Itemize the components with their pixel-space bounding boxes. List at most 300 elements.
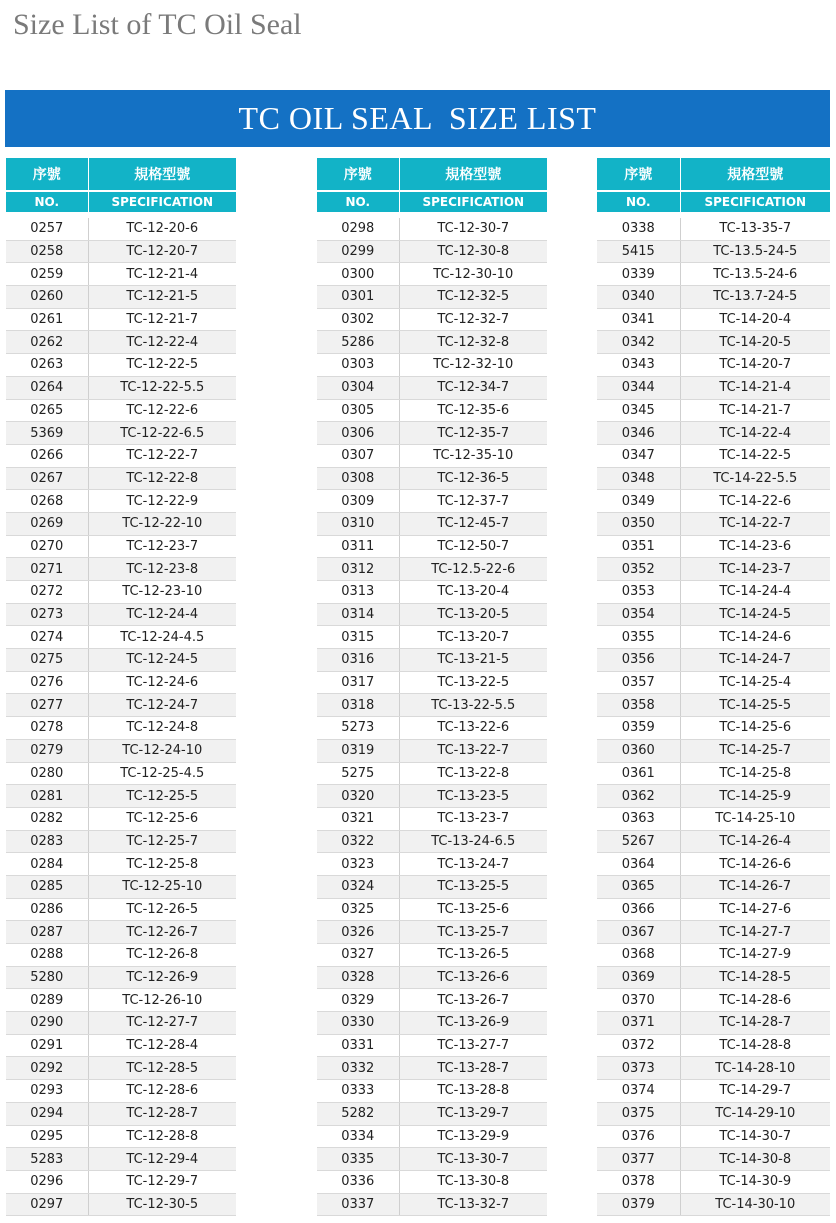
table-row [6, 830, 236, 853]
row-specification: TC-14-20-7 [680, 354, 830, 377]
row-number: 0268 [6, 490, 88, 513]
row-specification: TC-14-28-7 [680, 1012, 830, 1035]
table-row [6, 875, 236, 898]
table-row [6, 215, 236, 240]
row-specification: TC-14-25-5 [680, 694, 830, 717]
table-row [317, 626, 547, 649]
row-specification: TC-12-35-7 [399, 422, 547, 445]
row-specification: TC-14-21-7 [680, 399, 830, 422]
table-row [597, 739, 830, 762]
table-row [317, 331, 547, 354]
table-row [597, 921, 830, 944]
row-specification: TC-14-26-4 [680, 830, 830, 853]
row-specification: TC-12-25-6 [88, 807, 236, 830]
row-number: 0297 [6, 1193, 88, 1216]
row-number: 0317 [317, 671, 399, 694]
row-number: 0330 [317, 1012, 399, 1035]
table-row [597, 512, 830, 535]
row-specification: TC-12-20-7 [88, 240, 236, 263]
row-number: 0336 [317, 1170, 399, 1193]
table-row [317, 739, 547, 762]
row-number: 0346 [597, 422, 680, 445]
row-specification: TC-13-26-7 [399, 989, 547, 1012]
row-number: 0332 [317, 1057, 399, 1080]
row-specification: TC-12-20-6 [88, 215, 236, 240]
header-spec-cn: 規格型號 [680, 158, 830, 191]
table-row [6, 308, 236, 331]
row-specification: TC-12-24-5 [88, 649, 236, 672]
row-number: 0279 [6, 739, 88, 762]
table-row [317, 853, 547, 876]
table-row [597, 785, 830, 808]
row-specification: TC-12-21-4 [88, 263, 236, 286]
table-row [597, 354, 830, 377]
header-spec-en: SPECIFICATION [399, 191, 547, 215]
row-number: 0325 [317, 898, 399, 921]
table-row [317, 1193, 547, 1216]
row-specification: TC-14-26-7 [680, 875, 830, 898]
row-number: 0302 [317, 308, 399, 331]
table-row [6, 376, 236, 399]
table-row [317, 558, 547, 581]
row-specification: TC-12-22-8 [88, 467, 236, 490]
table-row [317, 694, 547, 717]
row-number: 0327 [317, 944, 399, 967]
row-number: 0281 [6, 785, 88, 808]
row-number: 0324 [317, 875, 399, 898]
size-table-column-3 [597, 158, 830, 1216]
row-number: 0374 [597, 1080, 680, 1103]
row-specification: TC-13-25-5 [399, 875, 547, 898]
table-row [6, 581, 236, 604]
table-row [597, 1125, 830, 1148]
row-number: 0304 [317, 376, 399, 399]
row-number: 0375 [597, 1102, 680, 1125]
row-specification: TC-12-26-9 [88, 966, 236, 989]
row-specification: TC-12-25-8 [88, 853, 236, 876]
row-number: 0360 [597, 739, 680, 762]
row-specification: TC-12-24-6 [88, 671, 236, 694]
row-number: 0288 [6, 944, 88, 967]
table-row [317, 376, 547, 399]
row-number: 0298 [317, 215, 399, 240]
page-title: Size List of TC Oil Seal [13, 8, 302, 41]
table-row [6, 354, 236, 377]
header-spec-cn: 規格型號 [88, 158, 236, 191]
row-number: 0339 [597, 263, 680, 286]
table-row [597, 944, 830, 967]
row-number: 0320 [317, 785, 399, 808]
table-row [317, 1080, 547, 1103]
table-row [597, 376, 830, 399]
row-number: 0266 [6, 444, 88, 467]
row-specification: TC-12-32-5 [399, 286, 547, 309]
table-row [597, 649, 830, 672]
row-number: 0305 [317, 399, 399, 422]
row-number: 0301 [317, 286, 399, 309]
row-number: 0315 [317, 626, 399, 649]
row-number: 0289 [6, 989, 88, 1012]
row-number: 5415 [597, 240, 680, 263]
header-no-cn: 序號 [317, 158, 399, 191]
row-specification: TC-12-30-10 [399, 263, 547, 286]
row-specification: TC-12-26-5 [88, 898, 236, 921]
row-number: 0287 [6, 921, 88, 944]
row-specification: TC-12-35-6 [399, 399, 547, 422]
row-number: 0306 [317, 422, 399, 445]
row-specification: TC-14-28-10 [680, 1057, 830, 1080]
row-number: 0353 [597, 581, 680, 604]
row-specification: TC-12-30-5 [88, 1193, 236, 1216]
row-specification: TC-14-30-9 [680, 1170, 830, 1193]
table-row [317, 603, 547, 626]
row-number: 0313 [317, 581, 399, 604]
row-specification: TC-13-28-7 [399, 1057, 547, 1080]
row-specification: TC-13-22-8 [399, 762, 547, 785]
table-row [597, 215, 830, 240]
size-table-column-1 [6, 158, 236, 1216]
row-number: 0342 [597, 331, 680, 354]
row-number: 0331 [317, 1034, 399, 1057]
table-row [317, 490, 547, 513]
row-specification: TC-13-29-7 [399, 1102, 547, 1125]
table-row [6, 535, 236, 558]
row-number: 0275 [6, 649, 88, 672]
row-number: 0284 [6, 853, 88, 876]
row-number: 0363 [597, 807, 680, 830]
row-number: 0343 [597, 354, 680, 377]
row-specification: TC-13-24-7 [399, 853, 547, 876]
row-number: 0270 [6, 535, 88, 558]
row-number: 0340 [597, 286, 680, 309]
row-specification: TC-13-35-7 [680, 215, 830, 240]
table-row [317, 399, 547, 422]
row-number: 0276 [6, 671, 88, 694]
table-row [317, 649, 547, 672]
row-specification: TC-14-21-4 [680, 376, 830, 399]
table-row [317, 581, 547, 604]
table-row [597, 966, 830, 989]
row-number: 0365 [597, 875, 680, 898]
header-spec-en: SPECIFICATION [88, 191, 236, 215]
row-number: 0309 [317, 490, 399, 513]
row-specification: TC-12-24-10 [88, 739, 236, 762]
row-number: 0316 [317, 649, 399, 672]
row-number: 0370 [597, 989, 680, 1012]
row-number: 0350 [597, 512, 680, 535]
table-row [6, 853, 236, 876]
row-number: 0329 [317, 989, 399, 1012]
row-specification: TC-12-45-7 [399, 512, 547, 535]
row-number: 0352 [597, 558, 680, 581]
row-specification: TC-12-24-7 [88, 694, 236, 717]
row-specification: TC-12-21-5 [88, 286, 236, 309]
row-specification: TC-12-30-8 [399, 240, 547, 263]
table-row [6, 1148, 236, 1171]
table-row [317, 286, 547, 309]
row-specification: TC-14-25-6 [680, 717, 830, 740]
row-specification: TC-12-29-7 [88, 1170, 236, 1193]
table-row [597, 558, 830, 581]
table-row [6, 944, 236, 967]
row-specification: TC-12-34-7 [399, 376, 547, 399]
table-row [317, 989, 547, 1012]
table-row [317, 535, 547, 558]
row-specification: TC-12-22-5 [88, 354, 236, 377]
row-number: 0341 [597, 308, 680, 331]
table-row [6, 1012, 236, 1035]
table-row [6, 1034, 236, 1057]
row-number: 0261 [6, 308, 88, 331]
table-row [6, 921, 236, 944]
row-number: 0328 [317, 966, 399, 989]
row-number: 0312 [317, 558, 399, 581]
table-row [6, 762, 236, 785]
row-specification: TC-12-36-5 [399, 467, 547, 490]
row-specification: TC-13-29-9 [399, 1125, 547, 1148]
row-number: 0334 [317, 1125, 399, 1148]
row-specification: TC-12-22-4 [88, 331, 236, 354]
table-row [597, 830, 830, 853]
row-number: 5280 [6, 966, 88, 989]
row-number: 0322 [317, 830, 399, 853]
row-number: 0274 [6, 626, 88, 649]
table-row [6, 898, 236, 921]
row-specification: TC-14-27-7 [680, 921, 830, 944]
row-number: 0356 [597, 649, 680, 672]
row-number: 0373 [597, 1057, 680, 1080]
row-specification: TC-12-24-4.5 [88, 626, 236, 649]
row-number: 0260 [6, 286, 88, 309]
row-number: 0326 [317, 921, 399, 944]
row-specification: TC-12-23-7 [88, 535, 236, 558]
header-no-en: NO. [597, 191, 680, 215]
table-row [597, 1193, 830, 1216]
table-row [597, 626, 830, 649]
table-row [317, 717, 547, 740]
row-specification: TC-12-25-4.5 [88, 762, 236, 785]
header-spec-en: SPECIFICATION [680, 191, 830, 215]
table-row [6, 512, 236, 535]
row-specification: TC-12-24-8 [88, 717, 236, 740]
row-specification: TC-13-26-6 [399, 966, 547, 989]
row-number: 0308 [317, 467, 399, 490]
table-row [6, 1057, 236, 1080]
header-no-cn: 序號 [597, 158, 680, 191]
row-number: 0368 [597, 944, 680, 967]
table-row [6, 739, 236, 762]
row-number: 0337 [317, 1193, 399, 1216]
row-number: 0369 [597, 966, 680, 989]
row-number: 0269 [6, 512, 88, 535]
row-specification: TC-12-32-7 [399, 308, 547, 331]
row-specification: TC-12-35-10 [399, 444, 547, 467]
table-row [6, 649, 236, 672]
row-specification: TC-13-32-7 [399, 1193, 547, 1216]
row-number: 0258 [6, 240, 88, 263]
row-specification: TC-13-26-5 [399, 944, 547, 967]
row-specification: TC-12-28-7 [88, 1102, 236, 1125]
table-row [597, 535, 830, 558]
row-number: 0321 [317, 807, 399, 830]
row-specification: TC-13-20-5 [399, 603, 547, 626]
row-specification: TC-13-23-5 [399, 785, 547, 808]
row-number: 0367 [597, 921, 680, 944]
table-row [317, 215, 547, 240]
row-specification: TC-12-28-6 [88, 1080, 236, 1103]
row-specification: TC-13-23-7 [399, 807, 547, 830]
row-specification: TC-12-22-6 [88, 399, 236, 422]
table-row [317, 966, 547, 989]
table-row [6, 263, 236, 286]
table-row [597, 1170, 830, 1193]
table-row [317, 1102, 547, 1125]
table-row [317, 898, 547, 921]
table-row [317, 512, 547, 535]
table-row [317, 240, 547, 263]
header-spec-cn: 規格型號 [399, 158, 547, 191]
row-specification: TC-14-30-10 [680, 1193, 830, 1216]
row-specification: TC-13-20-4 [399, 581, 547, 604]
row-number: 5283 [6, 1148, 88, 1171]
table-row [597, 263, 830, 286]
row-number: 0295 [6, 1125, 88, 1148]
row-specification: TC-13-22-5.5 [399, 694, 547, 717]
row-number: 0314 [317, 603, 399, 626]
row-specification: TC-14-25-10 [680, 807, 830, 830]
table-row [597, 308, 830, 331]
row-specification: TC-12-50-7 [399, 535, 547, 558]
table-row [317, 830, 547, 853]
row-specification: TC-13-28-8 [399, 1080, 547, 1103]
row-specification: TC-14-24-7 [680, 649, 830, 672]
table-row [597, 1148, 830, 1171]
row-number: 5275 [317, 762, 399, 785]
table-row [317, 444, 547, 467]
row-number: 0333 [317, 1080, 399, 1103]
row-number: 0319 [317, 739, 399, 762]
table-row [317, 762, 547, 785]
row-number: 0291 [6, 1034, 88, 1057]
table-row [597, 762, 830, 785]
row-specification: TC-12-22-10 [88, 512, 236, 535]
row-specification: TC-13-30-8 [399, 1170, 547, 1193]
row-number: 0303 [317, 354, 399, 377]
row-number: 0300 [317, 263, 399, 286]
table-row [317, 263, 547, 286]
row-number: 0311 [317, 535, 399, 558]
row-specification: TC-14-25-7 [680, 739, 830, 762]
row-specification: TC-12-22-6.5 [88, 422, 236, 445]
row-specification: TC-14-26-6 [680, 853, 830, 876]
row-specification: TC-13-22-6 [399, 717, 547, 740]
table-row [317, 785, 547, 808]
table-row [597, 694, 830, 717]
row-number: 0293 [6, 1080, 88, 1103]
row-specification: TC-14-23-6 [680, 535, 830, 558]
row-number: 0349 [597, 490, 680, 513]
row-number: 0271 [6, 558, 88, 581]
row-number: 0371 [597, 1012, 680, 1035]
row-number: 0262 [6, 331, 88, 354]
table-row [6, 444, 236, 467]
table-row [6, 717, 236, 740]
row-specification: TC-14-29-10 [680, 1102, 830, 1125]
row-specification: TC-14-29-7 [680, 1080, 830, 1103]
table-row [597, 853, 830, 876]
row-number: 0348 [597, 467, 680, 490]
row-number: 0282 [6, 807, 88, 830]
row-specification: TC-14-25-9 [680, 785, 830, 808]
row-specification: TC-12-28-4 [88, 1034, 236, 1057]
row-number: 0372 [597, 1034, 680, 1057]
row-number: 5267 [597, 830, 680, 853]
table-row [6, 558, 236, 581]
row-number: 0377 [597, 1148, 680, 1171]
row-specification: TC-13-25-7 [399, 921, 547, 944]
row-number: 0335 [317, 1148, 399, 1171]
row-number: 0264 [6, 376, 88, 399]
table-row [6, 989, 236, 1012]
row-number: 0344 [597, 376, 680, 399]
header-no-cn: 序號 [6, 158, 88, 191]
table-row [597, 331, 830, 354]
row-specification: TC-14-22-4 [680, 422, 830, 445]
row-specification: TC-12-26-10 [88, 989, 236, 1012]
table-row [317, 1148, 547, 1171]
row-number: 0366 [597, 898, 680, 921]
table-row [6, 694, 236, 717]
row-specification: TC-13.7-24-5 [680, 286, 830, 309]
row-specification: TC-12-23-8 [88, 558, 236, 581]
row-specification: TC-14-28-5 [680, 966, 830, 989]
row-specification: TC-14-28-6 [680, 989, 830, 1012]
row-specification: TC-13-26-9 [399, 1012, 547, 1035]
row-specification: TC-14-25-8 [680, 762, 830, 785]
row-number: 0354 [597, 603, 680, 626]
row-number: 0355 [597, 626, 680, 649]
row-specification: TC-12-21-7 [88, 308, 236, 331]
row-specification: TC-12-22-9 [88, 490, 236, 513]
table-row [597, 875, 830, 898]
row-specification: TC-12-32-10 [399, 354, 547, 377]
row-specification: TC-12-28-5 [88, 1057, 236, 1080]
row-specification: TC-13-20-7 [399, 626, 547, 649]
row-number: 0290 [6, 1012, 88, 1035]
row-number: 0299 [317, 240, 399, 263]
row-specification: TC-12-24-4 [88, 603, 236, 626]
table-row [6, 785, 236, 808]
table-row [597, 490, 830, 513]
row-specification: TC-13.5-24-5 [680, 240, 830, 263]
table-row [597, 603, 830, 626]
table-row [597, 1057, 830, 1080]
row-number: 0364 [597, 853, 680, 876]
row-specification: TC-14-30-8 [680, 1148, 830, 1171]
table-row [317, 1034, 547, 1057]
row-number: 0307 [317, 444, 399, 467]
table-row [6, 966, 236, 989]
table-row [6, 399, 236, 422]
row-specification: TC-12-30-7 [399, 215, 547, 240]
row-number: 0347 [597, 444, 680, 467]
header-no-en: NO. [317, 191, 399, 215]
row-specification: TC-12-26-7 [88, 921, 236, 944]
row-number: 0378 [597, 1170, 680, 1193]
row-specification: TC-14-28-8 [680, 1034, 830, 1057]
row-specification: TC-12.5-22-6 [399, 558, 547, 581]
row-number: 0285 [6, 875, 88, 898]
